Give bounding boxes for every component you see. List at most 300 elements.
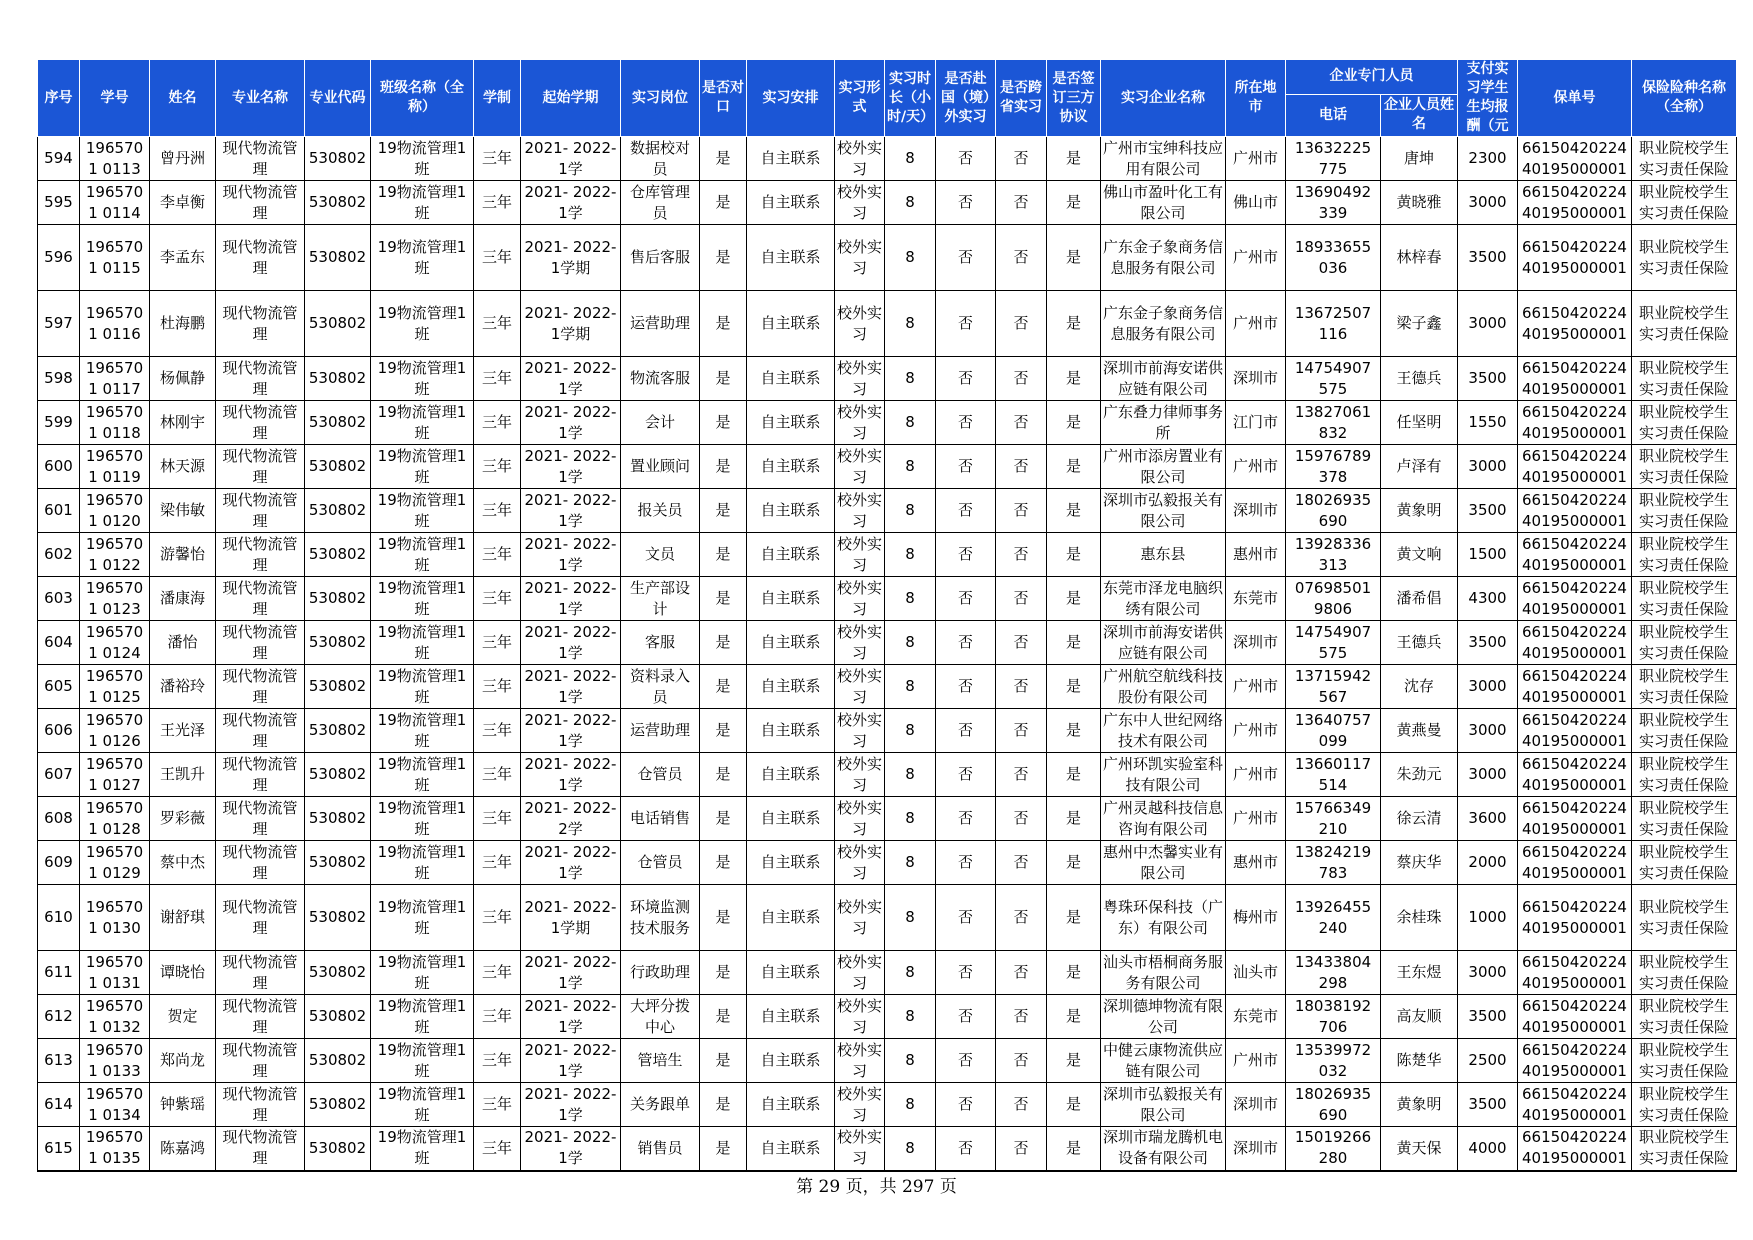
row-city-cell (1226, 621, 1286, 665)
row-phone-cell (1286, 291, 1381, 357)
row-position-cell (621, 357, 700, 401)
row-policy-no: 66150420224 40195000001 (1522, 303, 1627, 343)
row-contact-name: 潘希倡 (1396, 589, 1442, 607)
row-phone-cell (1286, 137, 1381, 181)
row-policy-no: 66150420224 40195000001 (1522, 138, 1627, 178)
row-agreement-cell (1047, 665, 1101, 709)
row-company-cell (1101, 995, 1226, 1039)
row-contact-name: 沈存 (1403, 677, 1434, 695)
row-company-cell (1101, 841, 1226, 885)
row-seq: 612 (44, 1007, 73, 1025)
row-cross-province-cell (996, 885, 1047, 951)
row-form: 校外实习 (837, 237, 882, 277)
row-phone: 13433804 298 (1294, 952, 1372, 992)
row-agreement-cell (1047, 841, 1101, 885)
table-row (38, 357, 1737, 401)
row-insurance-cell (1632, 709, 1737, 753)
row-matched: 是 (715, 193, 731, 211)
row-name: 谭晓怡 (159, 963, 205, 981)
row-matched: 是 (715, 413, 731, 431)
row-abroad-cell (936, 797, 996, 841)
row-form: 校外实习 (837, 534, 882, 574)
row-pay: 3000 (1468, 457, 1507, 475)
row-class-name-cell (371, 841, 474, 885)
row-name: 王凯升 (159, 765, 205, 783)
row-major: 现代物流管理 (222, 578, 298, 618)
row-class-name: 19物流管理1班 (377, 1084, 467, 1124)
row-city: 广州市 (1232, 809, 1278, 827)
row-phone: 14754907 575 (1294, 358, 1372, 398)
row-pay: 3000 (1468, 765, 1507, 783)
row-agreement: 是 (1065, 809, 1081, 827)
row-seq: 598 (44, 369, 73, 387)
row-matched: 是 (715, 633, 731, 651)
row-class-name-cell (371, 533, 474, 577)
row-seq: 610 (44, 908, 73, 926)
row-class-name: 19物流管理1班 (377, 237, 467, 277)
row-major-code: 530802 (308, 1007, 367, 1025)
row-major-code: 530802 (308, 1138, 367, 1157)
row-insurance: 职业院校学生实习责任保险 (1638, 897, 1729, 937)
row-name-cell (150, 357, 216, 401)
row-agreement-cell (1047, 797, 1101, 841)
row-position: 销售员 (637, 1138, 683, 1157)
table-header (38, 60, 1737, 137)
row-company: 粤珠环保科技（广东）有限公司 (1103, 897, 1223, 937)
col-form: 实习形式 (835, 60, 885, 137)
row-city: 广州市 (1232, 721, 1278, 739)
row-company-cell (1101, 291, 1226, 357)
row-phone-cell (1286, 951, 1381, 995)
row-arrangement-cell (747, 357, 835, 401)
row-phone: 13640757 099 (1294, 710, 1372, 750)
row-phone-cell (1286, 1083, 1381, 1127)
row-class-name-cell (371, 797, 474, 841)
row-hours-cell (885, 225, 936, 291)
row-arrangement: 自主联系 (760, 413, 821, 431)
row-pay-cell (1458, 1039, 1518, 1083)
row-company-cell (1101, 1083, 1226, 1127)
row-company-cell (1101, 577, 1226, 621)
row-city: 广州市 (1232, 314, 1278, 332)
row-position: 报关员 (637, 501, 683, 519)
row-major-code-cell (305, 841, 371, 885)
row-start-term-cell (521, 181, 621, 225)
row-seq: 604 (44, 633, 73, 651)
table-row (38, 1127, 1737, 1171)
row-insurance-cell (1632, 225, 1737, 291)
table-row (38, 1083, 1737, 1127)
row-contact-name-cell (1381, 533, 1458, 577)
row-phone-cell (1286, 709, 1381, 753)
row-city-cell (1226, 137, 1286, 181)
row-agreement-cell (1047, 577, 1101, 621)
row-major: 现代物流管理 (222, 842, 298, 882)
row-start-term: 2021- 2022-1学 (524, 710, 617, 750)
row-student-id: 1965701 0115 (85, 237, 144, 277)
row-policy-no-cell (1518, 225, 1632, 291)
row-seq-cell (38, 841, 80, 885)
row-duration-cell (474, 797, 521, 841)
row-class-name: 19物流管理1班 (377, 754, 467, 794)
row-seq-cell (38, 489, 80, 533)
row-insurance: 职业院校学生实习责任保险 (1638, 237, 1729, 277)
row-start-term-cell (521, 885, 621, 951)
row-contact-name: 王德兵 (1396, 369, 1442, 387)
row-major-code-cell (305, 995, 371, 1039)
row-insurance-cell (1632, 885, 1737, 951)
row-agreement: 是 (1065, 1007, 1081, 1025)
row-student-id-cell (80, 489, 150, 533)
row-pay-cell (1458, 1083, 1518, 1127)
row-hours: 8 (905, 457, 915, 475)
row-matched-cell (700, 225, 747, 291)
row-name: 谢舒琪 (159, 908, 205, 926)
row-pay-cell (1458, 401, 1518, 445)
row-policy-no: 66150420224 40195000001 (1522, 358, 1627, 398)
row-matched-cell (700, 533, 747, 577)
row-cross-province: 否 (1013, 193, 1029, 211)
row-major-code-cell (305, 709, 371, 753)
row-major-cell (216, 841, 305, 885)
row-duration-cell (474, 291, 521, 357)
row-class-name: 19物流管理1班 (377, 710, 467, 750)
row-position-cell (621, 797, 700, 841)
row-student-id-cell (80, 797, 150, 841)
row-seq: 594 (44, 149, 73, 167)
row-company-cell (1101, 225, 1226, 291)
row-class-name: 19物流管理1班 (377, 138, 467, 178)
row-contact-name-cell (1381, 665, 1458, 709)
row-matched-cell (700, 291, 747, 357)
row-matched: 是 (715, 149, 731, 167)
row-city: 深圳市 (1232, 501, 1278, 519)
row-agreement: 是 (1065, 193, 1081, 211)
row-position-cell (621, 709, 700, 753)
row-position-cell (621, 291, 700, 357)
row-pay: 1000 (1468, 908, 1507, 926)
row-cross-province: 否 (1013, 369, 1029, 387)
row-city-cell (1226, 489, 1286, 533)
row-company: 东莞市泽龙电脑织绣有限公司 (1103, 578, 1223, 618)
row-duration: 三年 (481, 1095, 512, 1113)
row-hours: 8 (905, 1007, 915, 1025)
row-form-cell (835, 885, 885, 951)
row-contact-name-cell (1381, 753, 1458, 797)
row-pay: 3000 (1468, 314, 1507, 332)
row-form: 校外实习 (837, 1040, 882, 1080)
table-row (38, 797, 1737, 841)
row-major-code-cell (305, 445, 371, 489)
row-company-cell (1101, 357, 1226, 401)
row-name-cell (150, 995, 216, 1039)
row-seq: 609 (44, 853, 73, 871)
row-major-code: 530802 (308, 314, 367, 332)
row-hours-cell (885, 137, 936, 181)
row-policy-no-cell (1518, 665, 1632, 709)
row-contact-name: 唐坤 (1403, 149, 1434, 167)
row-name: 潘怡 (167, 633, 198, 651)
col-cross-province: 是否跨省实习 (996, 60, 1047, 137)
row-agreement-cell (1047, 753, 1101, 797)
row-major-code: 530802 (308, 721, 367, 739)
row-student-id: 1965701 0130 (85, 897, 144, 937)
row-major-code: 530802 (308, 809, 367, 827)
row-hours-cell (885, 533, 936, 577)
row-abroad-cell (936, 445, 996, 489)
col-name: 姓名 (150, 60, 216, 137)
table-row (38, 753, 1737, 797)
row-major: 现代物流管理 (222, 490, 298, 530)
row-major-code: 530802 (308, 853, 367, 871)
row-insurance: 职业院校学生实习责任保险 (1638, 622, 1729, 662)
row-student-id: 1965701 0122 (85, 534, 144, 574)
row-pay-cell (1458, 841, 1518, 885)
row-arrangement-cell (747, 1083, 835, 1127)
row-insurance: 职业院校学生实习责任保险 (1638, 446, 1729, 486)
row-position-cell (621, 1127, 700, 1171)
row-agreement-cell (1047, 357, 1101, 401)
row-policy-no: 66150420224 40195000001 (1522, 534, 1627, 574)
row-major-cell (216, 401, 305, 445)
row-company-cell (1101, 401, 1226, 445)
table-row (38, 401, 1737, 445)
row-seq: 595 (44, 193, 73, 211)
row-arrangement: 自主联系 (760, 633, 821, 651)
row-matched-cell (700, 841, 747, 885)
row-hours: 8 (905, 589, 915, 607)
row-start-term-cell (521, 357, 621, 401)
row-matched-cell (700, 489, 747, 533)
row-position-cell (621, 137, 700, 181)
row-position-cell (621, 489, 700, 533)
row-student-id-cell (80, 577, 150, 621)
row-start-term: 2021- 2022-1学 (524, 402, 617, 442)
row-agreement: 是 (1065, 853, 1081, 871)
row-agreement: 是 (1065, 314, 1081, 332)
row-matched: 是 (715, 677, 731, 695)
row-position-cell (621, 401, 700, 445)
row-contact-name: 王东煜 (1396, 963, 1442, 981)
row-start-term-cell (521, 841, 621, 885)
row-hours-cell (885, 291, 936, 357)
row-company: 佛山市盈叶化工有限公司 (1103, 182, 1223, 222)
row-position: 会计 (644, 413, 675, 431)
row-contact-name: 任坚明 (1396, 413, 1442, 431)
row-abroad: 否 (957, 633, 973, 651)
col-pay: 支付实习学生生均报酬（元 (1458, 60, 1518, 137)
row-position-cell (621, 445, 700, 489)
row-policy-no: 66150420224 40195000001 (1522, 754, 1627, 794)
row-student-id-cell (80, 621, 150, 665)
row-start-term: 2021- 2022-1学 (524, 1040, 617, 1080)
row-class-name-cell (371, 489, 474, 533)
row-start-term: 2021- 2022-1学 (524, 358, 617, 398)
row-policy-no-cell (1518, 1083, 1632, 1127)
row-student-id-cell (80, 225, 150, 291)
row-arrangement-cell (747, 621, 835, 665)
row-form: 校外实习 (837, 754, 882, 794)
row-hours-cell (885, 885, 936, 951)
row-major-cell (216, 885, 305, 951)
row-seq-cell (38, 709, 80, 753)
row-city-cell (1226, 1083, 1286, 1127)
row-major-cell (216, 357, 305, 401)
row-insurance-cell (1632, 841, 1737, 885)
row-abroad-cell (936, 225, 996, 291)
row-insurance-cell (1632, 533, 1737, 577)
row-city: 深圳市 (1232, 369, 1278, 387)
row-contact-name-cell (1381, 797, 1458, 841)
row-class-name-cell (371, 357, 474, 401)
row-hours-cell (885, 665, 936, 709)
row-form-cell (835, 401, 885, 445)
row-pay: 1500 (1468, 545, 1507, 563)
row-hours: 8 (905, 193, 915, 211)
row-major-cell (216, 951, 305, 995)
row-major-cell (216, 709, 305, 753)
row-phone-cell (1286, 225, 1381, 291)
row-arrangement: 自主联系 (760, 809, 821, 827)
row-start-term: 2021- 2022-1学 (524, 996, 617, 1036)
row-start-term-cell (521, 401, 621, 445)
col-major: 专业名称 (216, 60, 305, 137)
row-form-cell (835, 445, 885, 489)
row-major-cell (216, 489, 305, 533)
row-matched: 是 (715, 1051, 731, 1069)
row-cross-province: 否 (1013, 1051, 1029, 1069)
row-major-code: 530802 (308, 677, 367, 695)
col-phone: 电话 (1286, 94, 1381, 136)
row-policy-no-cell (1518, 401, 1632, 445)
row-contact-name-cell (1381, 357, 1458, 401)
row-duration-cell (474, 665, 521, 709)
row-pay-cell (1458, 995, 1518, 1039)
row-policy-no-cell (1518, 137, 1632, 181)
row-student-id-cell (80, 665, 150, 709)
row-insurance: 职业院校学生实习责任保险 (1638, 842, 1729, 882)
row-matched-cell (700, 577, 747, 621)
row-position: 客服 (644, 633, 675, 651)
row-seq-cell (38, 797, 80, 841)
row-policy-no-cell (1518, 291, 1632, 357)
row-agreement: 是 (1065, 677, 1081, 695)
row-abroad-cell (936, 1083, 996, 1127)
row-arrangement: 自主联系 (760, 963, 821, 981)
row-abroad-cell (936, 885, 996, 951)
row-student-id: 1965701 0126 (85, 710, 144, 750)
row-seq-cell (38, 137, 80, 181)
row-hours-cell (885, 621, 936, 665)
row-name-cell (150, 577, 216, 621)
row-company: 广东叠力律师事务所 (1103, 402, 1223, 442)
row-insurance: 职业院校学生实习责任保险 (1638, 303, 1729, 343)
row-agreement-cell (1047, 1127, 1101, 1171)
row-abroad: 否 (957, 413, 973, 431)
row-insurance: 职业院校学生实习责任保险 (1638, 798, 1729, 838)
row-major: 现代物流管理 (222, 754, 298, 794)
row-phone-cell (1286, 885, 1381, 951)
row-company-cell (1101, 489, 1226, 533)
row-abroad-cell (936, 181, 996, 225)
row-city: 惠州市 (1232, 853, 1278, 871)
row-matched: 是 (715, 1138, 731, 1157)
row-cross-province-cell (996, 709, 1047, 753)
row-city: 广州市 (1232, 248, 1278, 266)
row-class-name-cell (371, 665, 474, 709)
row-pay: 3600 (1468, 809, 1507, 827)
row-city: 江门市 (1232, 413, 1278, 431)
row-pay-cell (1458, 533, 1518, 577)
col-insurance: 保险险种名称（全称） (1632, 60, 1737, 137)
row-class-name-cell (371, 137, 474, 181)
row-form-cell (835, 137, 885, 181)
row-duration: 三年 (481, 721, 512, 739)
row-name: 游馨怡 (159, 545, 205, 563)
row-class-name: 19物流管理1班 (377, 578, 467, 618)
row-position: 仓库管理员 (629, 182, 690, 222)
row-abroad: 否 (957, 1095, 973, 1113)
row-phone: 13672507 116 (1294, 303, 1372, 343)
row-abroad-cell (936, 357, 996, 401)
row-student-id: 1965701 0114 (85, 182, 144, 222)
row-policy-no: 66150420224 40195000001 (1522, 710, 1627, 750)
row-name: 王光泽 (159, 721, 205, 739)
row-abroad-cell (936, 621, 996, 665)
row-contact-name-cell (1381, 577, 1458, 621)
row-position: 管培生 (637, 1051, 683, 1069)
row-policy-no: 66150420224 40195000001 (1522, 402, 1627, 442)
row-insurance-cell (1632, 1083, 1737, 1127)
row-student-id: 1965701 0135 (85, 1128, 144, 1168)
row-cross-province-cell (996, 225, 1047, 291)
row-abroad: 否 (957, 314, 973, 332)
row-abroad: 否 (957, 1138, 973, 1157)
row-agreement: 是 (1065, 501, 1081, 519)
row-agreement: 是 (1065, 963, 1081, 981)
row-cross-province: 否 (1013, 853, 1029, 871)
row-seq-cell (38, 1127, 80, 1171)
row-abroad-cell (936, 291, 996, 357)
row-abroad: 否 (957, 457, 973, 475)
row-agreement: 是 (1065, 633, 1081, 651)
row-phone-cell (1286, 797, 1381, 841)
row-name-cell (150, 137, 216, 181)
row-duration: 三年 (481, 963, 512, 981)
row-matched-cell (700, 357, 747, 401)
row-major: 现代物流管理 (222, 303, 298, 343)
row-major-code: 530802 (308, 413, 367, 431)
row-insurance-cell (1632, 137, 1737, 181)
row-position: 仓管员 (637, 853, 683, 871)
row-name-cell (150, 753, 216, 797)
row-position: 电话销售 (629, 809, 690, 827)
row-cross-province: 否 (1013, 457, 1029, 475)
row-contact-name-cell (1381, 1083, 1458, 1127)
row-arrangement-cell (747, 137, 835, 181)
row-seq: 601 (44, 501, 73, 519)
row-agreement: 是 (1065, 1095, 1081, 1113)
row-duration-cell (474, 1127, 521, 1171)
row-company: 深圳德坤物流有限公司 (1103, 996, 1223, 1036)
row-agreement-cell (1047, 951, 1101, 995)
row-pay: 3000 (1468, 193, 1507, 211)
table-row (38, 1039, 1737, 1083)
row-duration-cell (474, 753, 521, 797)
row-company-cell (1101, 665, 1226, 709)
row-matched: 是 (715, 853, 731, 871)
row-form-cell (835, 841, 885, 885)
